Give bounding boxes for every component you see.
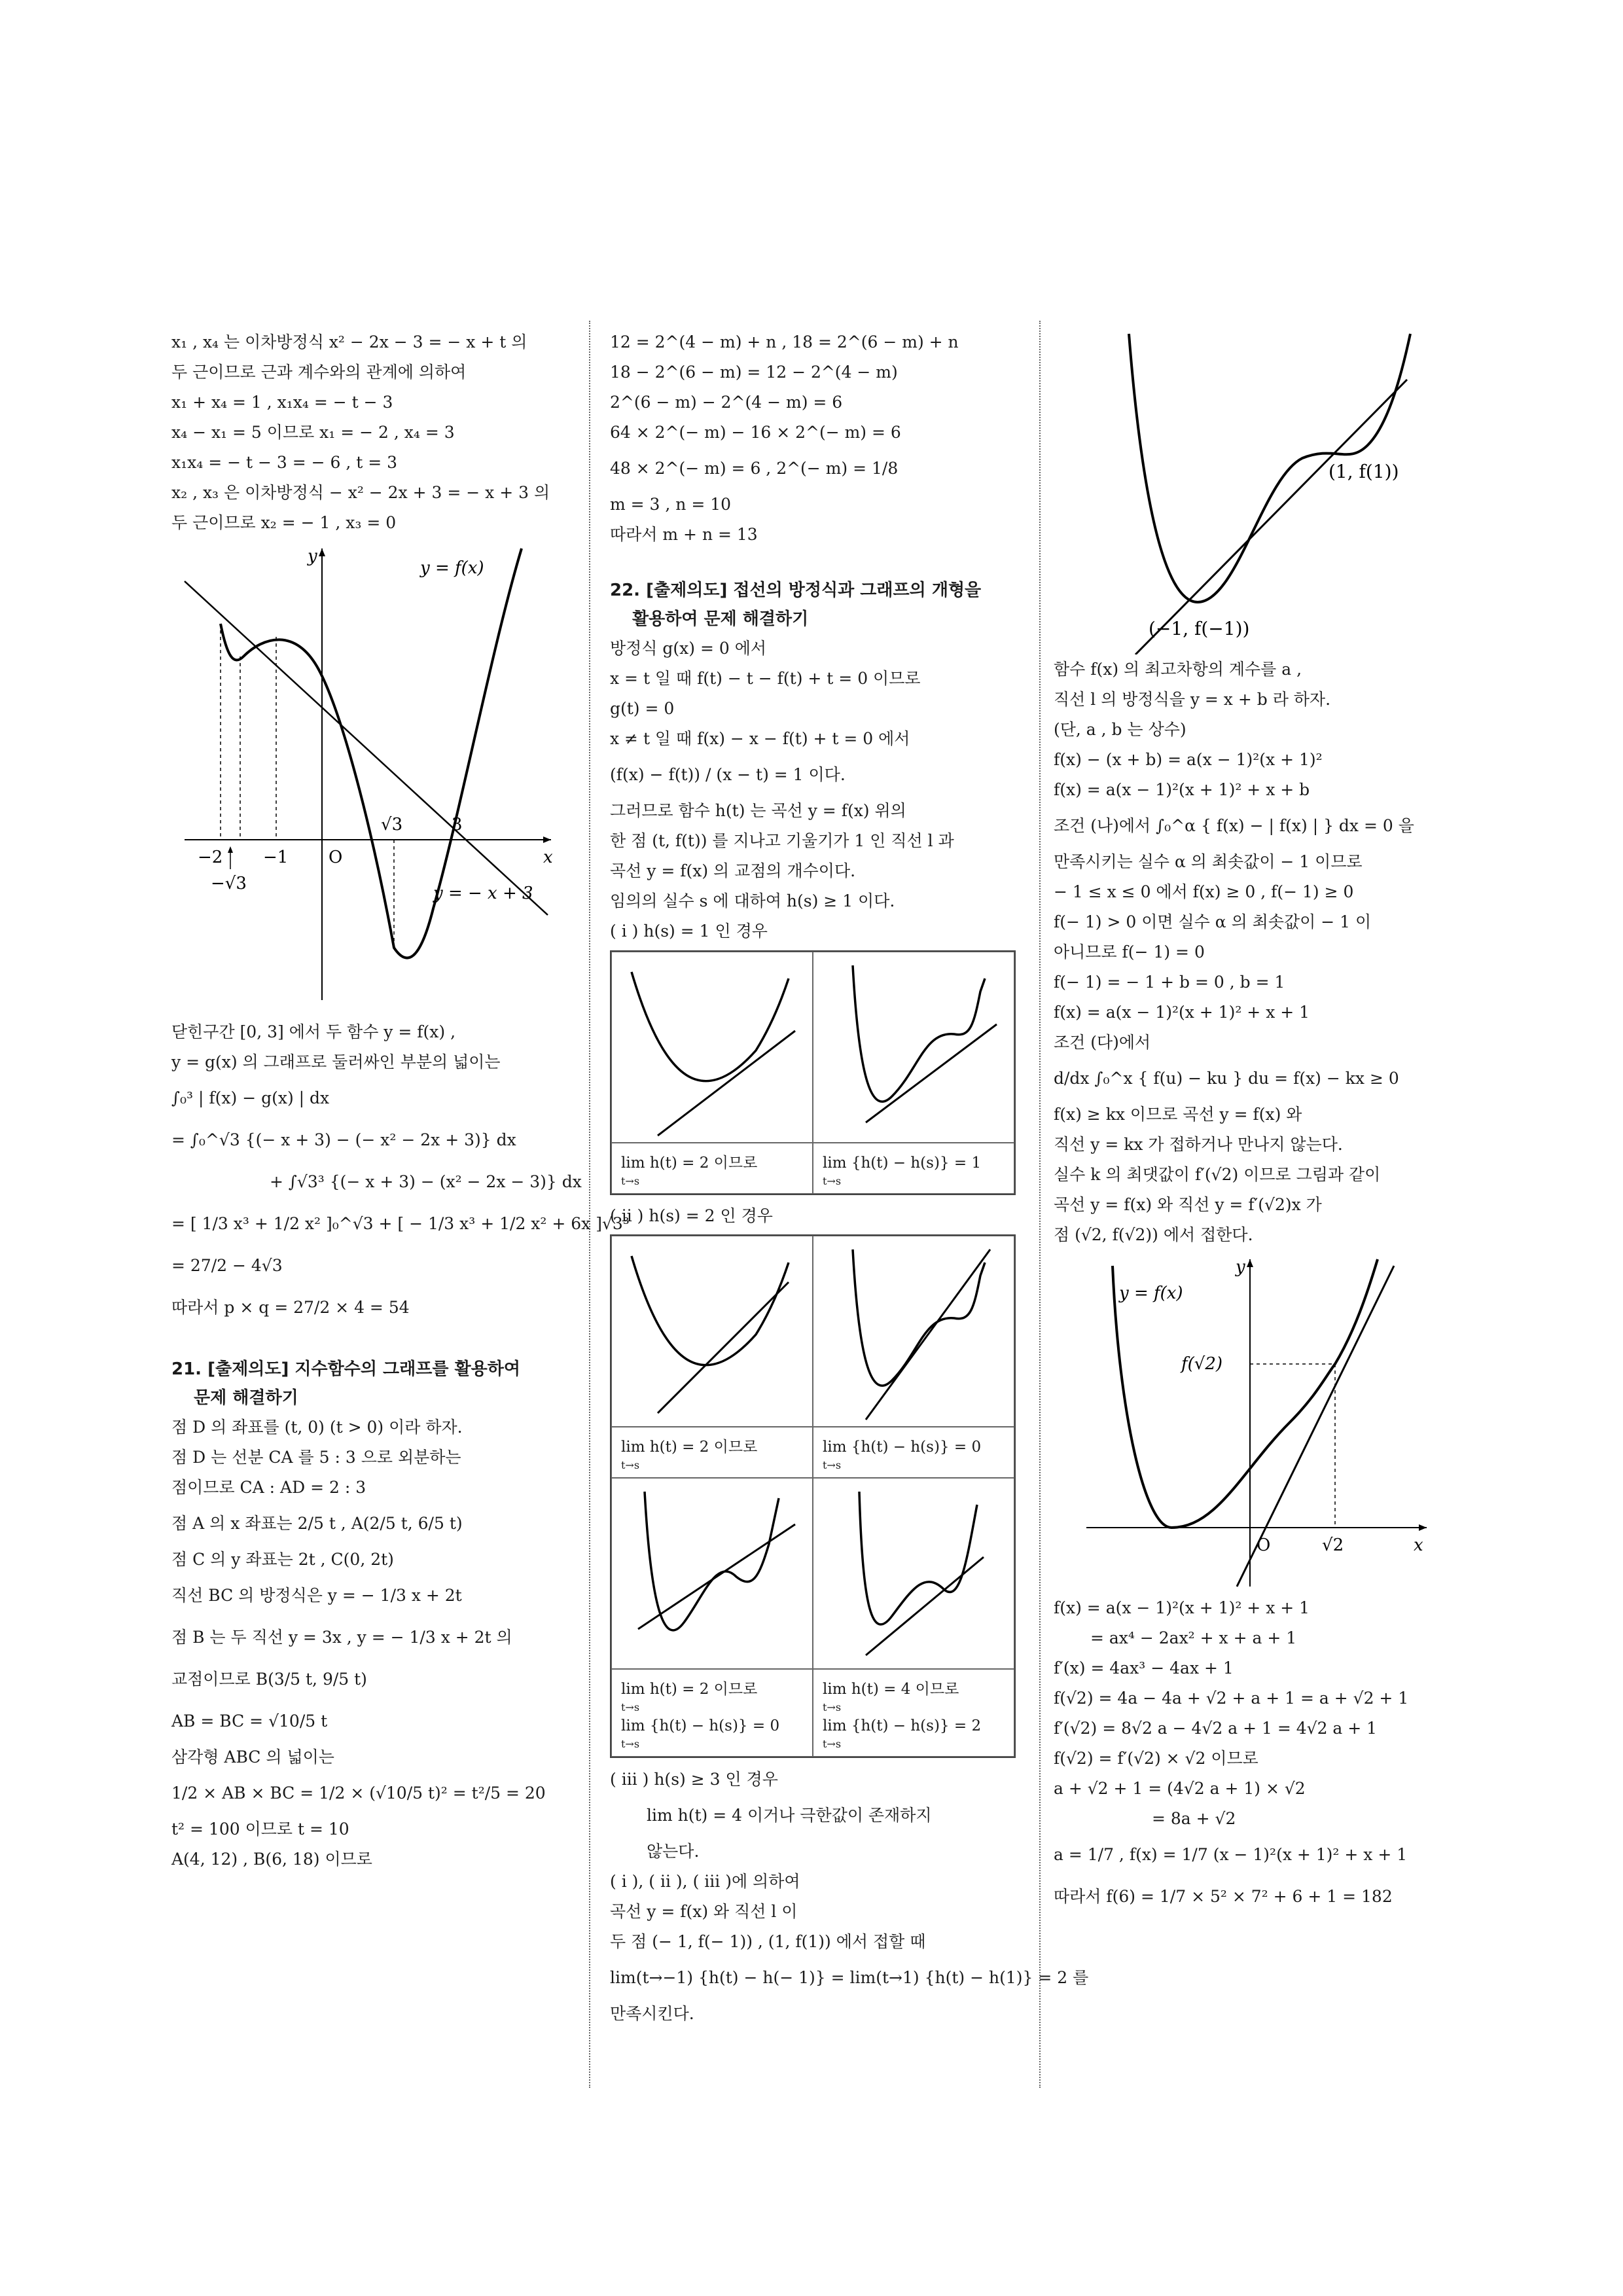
column-1: [171, 327, 630, 1874]
text-line: 직선 y = kx 가 접하거나 만나지 않는다.: [1054, 1135, 1343, 1154]
text-line: f(− 1) = − 1 + b = 0 , b = 1: [1054, 973, 1285, 992]
case-2-title: ( ii ) h(s) = 2 인 경우: [610, 1206, 773, 1225]
text-line: x₁x₄ = − t − 3 = − 6 , t = 3: [171, 453, 398, 472]
text-line: 삼각형 ABC 의 넓이는: [171, 1748, 334, 1767]
text-line: 곡선 y = f(x) 의 교점의 개수이다.: [610, 861, 856, 880]
case-1-left-graph: [611, 952, 813, 1143]
case-1-right-graph: [813, 952, 1014, 1143]
y-axis-label: y: [1236, 1257, 1245, 1277]
text-line: f(x) − (x + b) = a(x − 1)²(x + 1)²: [1054, 750, 1323, 769]
line-label: y = − x + 3: [433, 884, 533, 903]
math-line: = ∫₀^√3 {(− x + 3) − (− x² − 2x + 3)} dx: [171, 1130, 516, 1149]
text-line: x₂ , x₃ 은 이차방정식 − x² − 2x + 3 = − x + 3 의: [171, 483, 550, 502]
column-rule-2: [1039, 321, 1041, 2088]
text-line: lim(t→−1) {h(t) − h(− 1)} = lim(t→1) {h(t) − h(1)} = 2 를: [610, 1968, 1089, 1987]
x-axis-label: x: [1414, 1535, 1423, 1555]
text-line: g(t) = 0: [610, 699, 675, 718]
text-line: 점 A 의 x 좌표는 2/5 t , A(2/5 t, 6/5 t): [171, 1514, 463, 1533]
text-line: ( iii ) h(s) ≥ 3 인 경우: [610, 1770, 778, 1789]
lim-subscript: t→s: [823, 1738, 842, 1750]
text-line: 아니므로 f(− 1) = 0: [1054, 942, 1205, 961]
case-2b-caption-left-line1: lim h(t) = 2 이므로: [621, 1681, 758, 1698]
text-line: f(− 1) > 0 이면 실수 α 의 최솟값이 − 1 이: [1054, 912, 1372, 931]
y-axis-label: y: [308, 547, 317, 566]
text-line: lim h(t) = 4 이거나 극한값이 존재하지: [647, 1806, 932, 1825]
text-line: x₄ − x₁ = 5 이므로 x₁ = − 2 , x₄ = 3: [171, 423, 455, 442]
tick-minus-2: −2: [198, 848, 223, 867]
tick-sqrt3: √3: [381, 815, 403, 834]
case-2-caption-right: [813, 1427, 1014, 1478]
text-line: 만족시킨다.: [610, 2004, 694, 2023]
graph-tangent-line: [1054, 327, 1446, 655]
text-line: x₁ , x₄ 는 이차방정식 x² − 2x − 3 = − x + t 의: [171, 332, 527, 351]
column-rule-1: [589, 321, 590, 2088]
case-2-left-graph: [611, 1236, 813, 1427]
tick-sqrt2: √2: [1322, 1535, 1344, 1555]
text-line: 닫힌구간 [0, 3] 에서 두 함수 y = f(x) ,: [171, 1022, 456, 1041]
text-line: f(x) = a(x − 1)²(x + 1)² + x + 1: [1054, 1003, 1310, 1022]
text-line: ( i ), ( ii ), ( iii )에 의하여: [610, 1872, 800, 1891]
curve-label: y = f(x): [1119, 1283, 1183, 1303]
text-line: A(4, 12) , B(6, 18) 이므로: [171, 1850, 372, 1869]
column-2: [610, 327, 1089, 2029]
point-minus-1-label: (−1, f(−1)): [1149, 618, 1250, 639]
case-2b-caption-left: [611, 1669, 813, 1757]
text-line: a + √2 + 1 = (4√2 a + 1) × √2: [1054, 1779, 1306, 1798]
text-line: 함수 f(x) 의 최고차항의 계수를 a ,: [1054, 660, 1302, 679]
text-line: 두 점 (− 1, f(− 1)) , (1, f(1)) 에서 접할 때: [610, 1932, 926, 1951]
text-line: f(x) = a(x − 1)²(x + 1)² + x + 1: [1054, 1598, 1310, 1617]
curve-label: y = f(x): [420, 558, 484, 578]
math-line: + ∫√3³ {(− x + 3) − (x² − 2x − 3)} dx: [270, 1172, 582, 1191]
text-line: 곡선 y = f(x) 와 직선 l 이: [610, 1902, 798, 1921]
text-line: = ax⁴ − 2ax² + x + a + 1: [1090, 1628, 1297, 1647]
case-1-caption-left: [611, 1143, 813, 1194]
text-line: 12 = 2^(4 − m) + n , 18 = 2^(6 − m) + n: [610, 332, 959, 351]
text-line: 만족시키는 실수 α 의 최솟값이 − 1 이므로: [1054, 852, 1363, 871]
case-2b-caption-right-line1: lim h(t) = 4 이므로: [823, 1681, 959, 1698]
case-1-figure: [610, 950, 1016, 1195]
case-2b-caption-right: [813, 1669, 1014, 1757]
text-line: 2^(6 − m) − 2^(4 − m) = 6: [610, 393, 843, 412]
text-line: 1/2 × AB × BC = 1/2 × (√10/5 t)² = t²/5 = 20: [171, 1784, 546, 1803]
math-line: ∫₀³ | f(x) − g(x) | dx: [171, 1088, 330, 1107]
text-line: x = t 일 때 f(t) − t − f(t) + t = 0 이므로: [610, 669, 921, 688]
text-line: 점이므로 CA : AD = 2 : 3: [171, 1478, 366, 1497]
case-2-figure: [610, 1234, 1016, 1758]
text-line: f′(√2) = 8√2 a − 4√2 a + 1 = 4√2 a + 1: [1054, 1719, 1378, 1738]
column-3: [1054, 327, 1453, 1918]
lim-subscript: t→s: [621, 1738, 640, 1750]
text-line: 점 C 의 y 좌표는 2t , C(0, 2t): [171, 1550, 394, 1569]
case-2b-caption-left-line2: lim {h(t) − h(s)} = 0: [621, 1717, 780, 1734]
heading-22-sub: 활용하여 문제 해결하기: [632, 609, 809, 629]
origin-label: O: [329, 848, 343, 867]
text-line: 점 (√2, f(√2)) 에서 접한다.: [1054, 1225, 1253, 1244]
text-line: x₁ + x₄ = 1 , x₁x₄ = − t − 3: [171, 393, 393, 412]
text-line: (f(x) − f(t)) / (x − t) = 1 이다.: [610, 765, 846, 784]
lim-subscript: t→s: [621, 1175, 640, 1187]
text-line: 따라서 m + n = 13: [610, 525, 758, 544]
text-line: 방정식 g(x) = 0 에서: [610, 639, 766, 658]
text-line: 조건 (나)에서 ∫₀^α { f(x) − | f(x) | } dx = 0 을: [1054, 816, 1414, 835]
lim-subscript: t→s: [621, 1459, 640, 1471]
case-2-caption-left: [611, 1427, 813, 1478]
graph-f-sqrt2: [1073, 1253, 1440, 1593]
heading-22: 22. [출제의도] 접선의 방정식과 그래프의 개형을: [610, 581, 982, 600]
text-line: x ≠ t 일 때 f(x) − x − f(t) + t = 0 에서: [610, 729, 910, 748]
case-2-caption-right-text: lim {h(t) − h(s)} = 0: [823, 1439, 982, 1456]
case-1-caption-right: [813, 1143, 1014, 1194]
text-line: a = 1/7 , f(x) = 1/7 (x − 1)²(x + 1)² + x + 1: [1054, 1845, 1408, 1864]
text-line: d/dx ∫₀^x { f(u) − ku } du = f(x) − kx ≥ 0: [1054, 1069, 1399, 1088]
lim-subscript: t→s: [823, 1459, 842, 1471]
case-1-caption-right-text: lim {h(t) − h(s)} = 1: [823, 1155, 982, 1172]
lim-subscript: t→s: [823, 1175, 842, 1187]
lim-subscript: t→s: [621, 1701, 640, 1713]
case-2b-caption-right-line2: lim {h(t) − h(s)} = 2: [823, 1717, 982, 1734]
math-line: 따라서 p × q = 27/2 × 4 = 54: [171, 1298, 410, 1317]
tick-minus-1: −1: [263, 848, 289, 867]
case-2b-right-graph: [813, 1478, 1014, 1669]
text-line: AB = BC = √10/5 t: [171, 1712, 328, 1731]
tick-3: 3: [452, 815, 463, 834]
graph-f-and-line: [171, 542, 564, 1013]
text-line: 직선 l 의 방정식을 y = x + b 라 하자.: [1054, 690, 1331, 709]
text-line: 18 − 2^(6 − m) = 12 − 2^(4 − m): [610, 363, 898, 382]
text-line: 직선 BC 의 방정식은 y = − 1/3 x + 2t: [171, 1586, 462, 1605]
text-line: = 8a + √2: [1152, 1809, 1236, 1828]
f-sqrt2-label: f(√2): [1181, 1354, 1223, 1374]
text-line: 않는다.: [647, 1842, 700, 1861]
case-2b-left-graph: [611, 1478, 813, 1669]
math-line: = 27/2 − 4√3: [171, 1256, 283, 1275]
text-line: 점 B 는 두 직선 y = 3x , y = − 1/3 x + 2t 의: [171, 1628, 512, 1647]
text-line: 두 근이므로 근과 계수와의 관계에 의하여: [171, 363, 467, 382]
case-1-caption-left-text: lim h(t) = 2 이므로: [621, 1155, 758, 1172]
text-line: f(x) = a(x − 1)²(x + 1)² + x + b: [1054, 780, 1310, 799]
text-line: 64 × 2^(− m) − 16 × 2^(− m) = 6: [610, 423, 901, 442]
text-line: 점 D 는 선분 CA 를 5 : 3 으로 외분하는: [171, 1448, 461, 1467]
origin-label: O: [1257, 1535, 1271, 1555]
text-line: 48 × 2^(− m) = 6 , 2^(− m) = 1/8: [610, 459, 899, 478]
text-line: 곡선 y = f(x) 와 직선 y = f′(√2)x 가: [1054, 1195, 1322, 1214]
point-1-label: (1, f(1)): [1329, 461, 1399, 482]
text-line: (단, a , b 는 상수): [1054, 720, 1186, 739]
text-line: 점 D 의 좌표를 (t, 0) (t > 0) 이라 하자.: [171, 1418, 463, 1437]
x-axis-label: x: [543, 848, 553, 867]
heading-21-sub: 문제 해결하기: [194, 1388, 298, 1408]
heading-21: 21. [출제의도] 지수함수의 그래프를 활용하여: [171, 1359, 521, 1379]
math-line: = [ 1/3 x³ + 1/2 x² ]₀^√3 + [ − 1/3 x³ + 1/2 x² + 6x ]√3³: [171, 1214, 630, 1233]
text-line: 한 점 (t, f(t)) 를 지나고 기울기가 1 인 직선 l 과: [610, 831, 954, 850]
tick-minus-sqrt3: −√3: [211, 874, 247, 893]
text-line: f(x) ≥ kx 이므로 곡선 y = f(x) 와: [1054, 1105, 1302, 1124]
text-line: f(√2) = 4a − 4a + √2 + a + 1 = a + √2 + 1: [1054, 1689, 1409, 1708]
text-line: f′(x) = 4ax³ − 4ax + 1: [1054, 1659, 1234, 1677]
text-line: 그러므로 함수 h(t) 는 곡선 y = f(x) 위의: [610, 801, 906, 820]
text-line: 조건 (다)에서: [1054, 1033, 1151, 1052]
text-line: t² = 100 이므로 t = 10: [171, 1820, 349, 1839]
text-line: m = 3 , n = 10: [610, 495, 732, 514]
text-line: 교점이므로 B(3/5 t, 9/5 t): [171, 1670, 367, 1689]
text-line: y = g(x) 의 그래프로 둘러싸인 부분의 넓이는: [171, 1052, 501, 1071]
text-line: 임의의 실수 s 에 대하여 h(s) ≥ 1 이다.: [610, 891, 895, 910]
text-line: 실수 k 의 최댓값이 f′(√2) 이므로 그림과 같이: [1054, 1165, 1381, 1184]
case-2-right-graph: [813, 1236, 1014, 1427]
text-line: − 1 ≤ x ≤ 0 에서 f(x) ≥ 0 , f(− 1) ≥ 0: [1054, 882, 1354, 901]
text-line: 두 근이므로 x₂ = − 1 , x₃ = 0: [171, 513, 397, 532]
text-line: ( i ) h(s) = 1 인 경우: [610, 922, 768, 941]
case-2-caption-left-text: lim h(t) = 2 이므로: [621, 1439, 758, 1456]
lim-subscript: t→s: [823, 1701, 842, 1713]
text-line: f(√2) = f′(√2) × √2 이므로: [1054, 1749, 1258, 1768]
text-line: 따라서 f(6) = 1/7 × 5² × 7² + 6 + 1 = 182: [1054, 1887, 1393, 1906]
